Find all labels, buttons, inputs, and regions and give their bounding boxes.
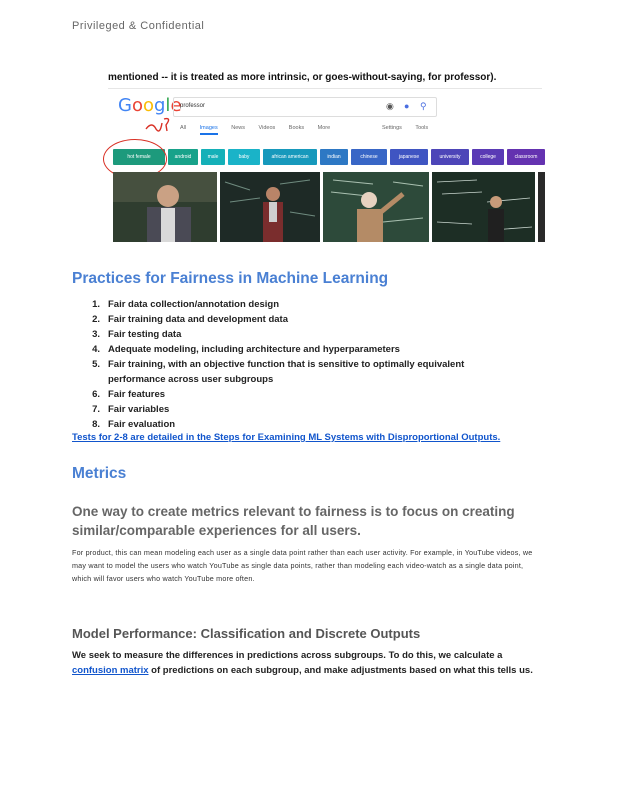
chip[interactable]: baby [228,149,260,165]
item-number: 7. [92,404,100,415]
camera-icon: ◉ [386,101,394,111]
practices-heading: Practices for Fairness in Machine Learning [72,270,389,287]
chip[interactable]: african american [263,149,317,165]
chip[interactable]: japanese [390,149,428,165]
tab-more[interactable]: More [317,125,331,131]
logo-letter: e [170,95,182,116]
chip[interactable]: classroom [507,149,545,165]
result-image[interactable] [220,172,320,242]
logo-letter: G [118,95,132,116]
list-item [86,402,518,417]
settings-link[interactable]: Settings [382,125,402,131]
result-image[interactable] [113,172,217,242]
tools-link[interactable]: Tools [415,125,429,131]
list-item [86,387,518,402]
item-text: Fair training data and development data [108,314,289,325]
result-image[interactable] [432,172,535,242]
search-screenshot [108,88,542,245]
item-text: Fair data collection/annotation design [108,299,280,310]
model-performance-paragraph [72,648,547,678]
item-text: Adequate modeling, including architecture and hyperparameters [108,344,400,355]
tab-images[interactable]: Images [200,125,218,135]
chip[interactable]: hot female [113,149,165,165]
list-item [86,357,518,387]
list-item [86,417,518,432]
item-number: 8. [92,419,100,430]
search-tools [382,125,440,131]
chip[interactable]: university [431,149,469,165]
item-number: 2. [92,314,100,325]
item-number: 6. [92,389,100,400]
logo-letter: g [153,95,166,116]
item-number: 5. [92,359,100,370]
model-performance-heading: Model Performance: Classification and Discrete Outputs [72,626,421,641]
handdrawn-arrow-icon [144,115,174,139]
chip[interactable]: android [168,149,198,165]
google-logo [118,95,182,116]
list-item [86,342,518,357]
result-image[interactable] [538,172,545,242]
intro-line: mentioned -- it is treated as more intrinsic, or goes-without-saying, for professor). [108,72,497,83]
chip[interactable]: indian [320,149,348,165]
search-query: professor [180,103,206,109]
tab-news[interactable]: News [231,125,245,131]
para-text: We seek to measure the differences in predictions across subgroups. To do this, we calculate a [72,650,503,661]
para-text: of predictions on each subgroup, and make adjustments based on what this tells us. [148,665,533,676]
logo-letter: o [142,95,154,116]
metrics-body: For product, this can mean modeling each user as a single data point rather than each user activity. For example, in YouTube videos, we may want to model the users who watch YouTube as single data points, rather than modeling each video-watch as a single data point, which will favor users who watch YouTube more often. [72,548,533,583]
confidentiality-header: Privileged & Confidential [72,20,205,32]
logo-letter: o [131,95,143,116]
item-text: Fair features [108,389,166,400]
list-item [86,297,518,312]
item-text: Fair training, with an objective function that is sensitive to optimally equivalent performance across user subgroups [108,359,465,385]
search-tabs [180,125,342,135]
item-number: 3. [92,329,100,340]
tab-videos[interactable]: Videos [258,125,276,131]
item-number: 1. [92,299,100,310]
list-item [86,327,518,342]
confusion-matrix-link[interactable]: confusion matrix [72,665,149,676]
search-icon: ⚲ [420,101,427,111]
metrics-heading: Metrics [72,465,127,482]
chip[interactable]: college [472,149,504,165]
tests-link[interactable]: Tests for 2-8 are detailed in the Steps for Examining ML Systems with Disproportional Outputs. [72,432,501,443]
chip[interactable]: male [201,149,225,165]
metrics-subheading: One way to create metrics relevant to fairness is to focus on creating similar/comparable experiences for all users. [72,504,515,538]
result-image[interactable] [323,172,429,242]
chip[interactable]: chinese [351,149,387,165]
logo-letter: l [165,95,171,116]
mic-icon: ● [404,101,410,111]
item-text: Fair evaluation [108,419,176,430]
item-text: Fair variables [108,404,170,415]
tab-all[interactable]: All [180,125,187,131]
search-box[interactable] [173,97,437,117]
item-text: Fair testing data [108,329,182,340]
tab-books[interactable]: Books [288,125,305,131]
practices-list [86,297,518,432]
item-number: 4. [92,344,100,355]
list-item [86,312,518,327]
